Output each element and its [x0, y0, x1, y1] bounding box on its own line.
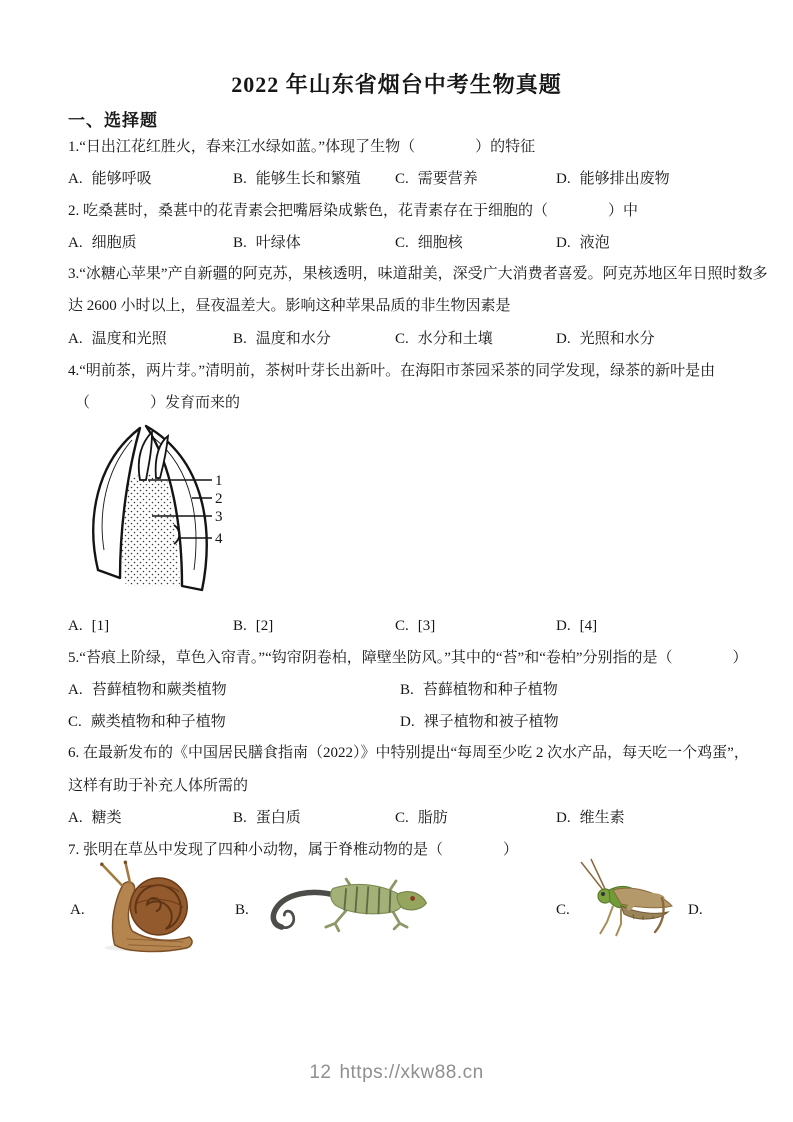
lizard-tail: [273, 892, 337, 927]
question-5-option-c: [68, 712, 226, 732]
question-2-option-d: [556, 233, 610, 253]
question-5-options-row2: [0, 712, 793, 732]
question-3-option-c: [395, 329, 493, 349]
question-6-text-line2: 这样有助于补充人体所需的: [68, 778, 249, 794]
option-letter: C.: [68, 714, 82, 730]
question-1-option-a: [68, 169, 152, 189]
snail-tentacle-tip: [100, 863, 104, 867]
option-label: 需要营养: [417, 171, 478, 187]
page-title: 2022 年山东省烟台中考生物真题: [231, 72, 562, 97]
option-letter: B.: [233, 618, 247, 634]
option-letter: A.: [68, 331, 83, 347]
question-4-text-line2: （ ）发育而来的: [75, 395, 241, 411]
lizard-leg-hind: [326, 910, 346, 930]
option-letter: B.: [233, 810, 247, 826]
diagram-label-2: 2: [215, 491, 223, 507]
question-3-options: [0, 329, 793, 349]
option-letter: A.: [68, 618, 83, 634]
bud-diagram: [82, 420, 257, 612]
question-7-option-c-letter: C.: [556, 902, 570, 918]
question-2-text: 2. 吃桑葚时，桑葚中的花青素会把嘴唇染成紫色，花青素存在于细胞的（ ）中: [68, 203, 639, 219]
question-5-options-row1: [0, 680, 793, 700]
question-3-option-b: [233, 329, 331, 349]
question-2-options: [0, 233, 793, 253]
option-label: 糖类: [91, 810, 122, 826]
question-6-options: [0, 808, 793, 828]
option-label: 苔藓植物和蕨类植物: [91, 682, 227, 698]
option-label: 维生素: [579, 810, 625, 826]
option-label: 脂肪: [417, 810, 448, 826]
option-letter: C.: [395, 331, 409, 347]
option-letter: B.: [233, 235, 247, 251]
option-letter: A.: [68, 682, 83, 698]
question-2-option-a: [68, 233, 137, 253]
option-label: 叶绿体: [255, 235, 301, 251]
option-label: 液泡: [579, 235, 610, 251]
option-label: [2]: [255, 618, 274, 634]
option-label: 蛋白质: [255, 810, 301, 826]
option-label: 细胞核: [417, 235, 463, 251]
option-label: 水分和土壤: [417, 331, 493, 347]
question-1-text: 1.“日出江花红胜火，春来江水绿如蓝。”体现了生物（ ）的特征: [68, 139, 536, 155]
option-letter: B.: [400, 682, 414, 698]
snail-tentacle-tip: [124, 861, 128, 865]
option-letter: C.: [395, 235, 409, 251]
question-6-option-c: [395, 808, 448, 828]
question-1-option-b: [233, 169, 361, 189]
question-4-option-c: [395, 616, 435, 636]
option-label: [4]: [579, 618, 598, 634]
question-4-options: [0, 616, 793, 636]
option-letter: D.: [556, 331, 571, 347]
snail-shell: [130, 878, 187, 935]
section-heading: 一、选择题: [68, 111, 158, 130]
option-label: [3]: [417, 618, 436, 634]
option-letter: D.: [556, 618, 571, 634]
question-7-text: 7. 张明在草丛中发现了四种小动物，属于脊椎动物的是（ ）: [68, 842, 519, 858]
question-1-option-c: [395, 169, 478, 189]
lizard-head: [397, 892, 426, 910]
option-letter: B.: [233, 171, 247, 187]
question-6-option-a: [68, 808, 122, 828]
question-5-option-d: [400, 712, 559, 732]
page-number: 12: [309, 1062, 332, 1083]
option-letter: B.: [233, 331, 247, 347]
question-4-text-line1: 4.“明前茶，两片芽。”清明前，茶树叶芽长出新叶。在海阳市茶园采茶的同学发现，绿茶的新叶是由: [68, 363, 716, 379]
option-label: 苔藓植物和种子植物: [422, 682, 558, 698]
question-6-option-b: [233, 808, 301, 828]
question-1-option-d: [556, 169, 670, 189]
option-letter: A.: [68, 810, 83, 826]
question-6-text-line1: 6. 在最新发布的《中国居民膳食指南（2022）》中特别提出“每周至少吃 2 次水产品，每天吃一个鸡蛋”，: [68, 745, 749, 761]
diagram-label-3: 3: [215, 509, 223, 525]
lizard-eye: [410, 896, 415, 901]
option-letter: C.: [395, 810, 409, 826]
question-7-option-d-letter: D.: [688, 902, 703, 918]
option-label: 能够呼吸: [91, 171, 152, 187]
question-3-text-line1: 3.“冰糖心苹果”产自新疆的阿克苏，果核透明，味道甜美，深受广大消费者喜爱。阿克苏地区年日照时数多: [68, 266, 768, 282]
question-4-option-a: [68, 616, 109, 636]
option-label: 温度和光照: [91, 331, 167, 347]
question-5-option-a: [68, 680, 227, 700]
bud-inner-leaf-1: [139, 432, 152, 480]
option-letter: D.: [556, 235, 571, 251]
page-footer: [0, 1062, 793, 1084]
option-letter: D.: [400, 714, 415, 730]
option-label: 光照和水分: [579, 331, 655, 347]
grasshopper-image: [577, 856, 677, 946]
option-label: 蕨类植物和种子植物: [90, 714, 226, 730]
question-5-text: 5.“苔痕上阶绿，草色入帘青。”“钩帘阴卷柏，障壁坐防风。”其中的“苔”和“卷柏”分别指的是（ ）: [68, 650, 748, 666]
question-5-option-b: [400, 680, 558, 700]
snail-tentacle-left: [102, 864, 123, 886]
question-4-option-d: [556, 616, 597, 636]
snail-tentacle-right: [125, 862, 130, 884]
question-3-option-d: [556, 329, 655, 349]
question-6-option-d: [556, 808, 625, 828]
option-letter: C.: [395, 618, 409, 634]
grasshopper-eye: [601, 892, 605, 896]
question-3-text-line2: 达 2600 小时以上，昼夜温差大。影响这种苹果品质的非生物因素是: [68, 298, 511, 314]
option-letter: A.: [68, 235, 83, 251]
option-letter: C.: [395, 171, 409, 187]
option-letter: D.: [556, 810, 571, 826]
footer-url: https://xkw88.cn: [339, 1062, 484, 1083]
option-label: 细胞质: [91, 235, 137, 251]
grasshopper-antennae: [581, 859, 605, 890]
question-7-option-a-letter: A.: [70, 902, 85, 918]
question-7-option-b-letter: B.: [235, 902, 249, 918]
question-2-option-c: [395, 233, 463, 253]
option-letter: D.: [556, 171, 571, 187]
lizard-leg-front: [392, 910, 407, 928]
question-2-option-b: [233, 233, 301, 253]
option-label: 裸子植物和被子植物: [423, 714, 559, 730]
snail-image: [93, 860, 201, 954]
question-3-option-a: [68, 329, 167, 349]
diagram-label-1: 1: [215, 473, 223, 489]
option-label: 能够生长和繁殖: [255, 171, 361, 187]
option-label: [1]: [91, 618, 110, 634]
lizard-image: [262, 868, 434, 940]
option-label: 能够排出废物: [579, 171, 670, 187]
diagram-label-4: 4: [215, 531, 223, 547]
question-1-options: [0, 169, 793, 189]
option-letter: A.: [68, 171, 83, 187]
question-7-image-options: [0, 856, 793, 960]
question-4-option-b: [233, 616, 273, 636]
option-label: 温度和水分: [255, 331, 331, 347]
grasshopper-front-legs: [600, 906, 621, 936]
